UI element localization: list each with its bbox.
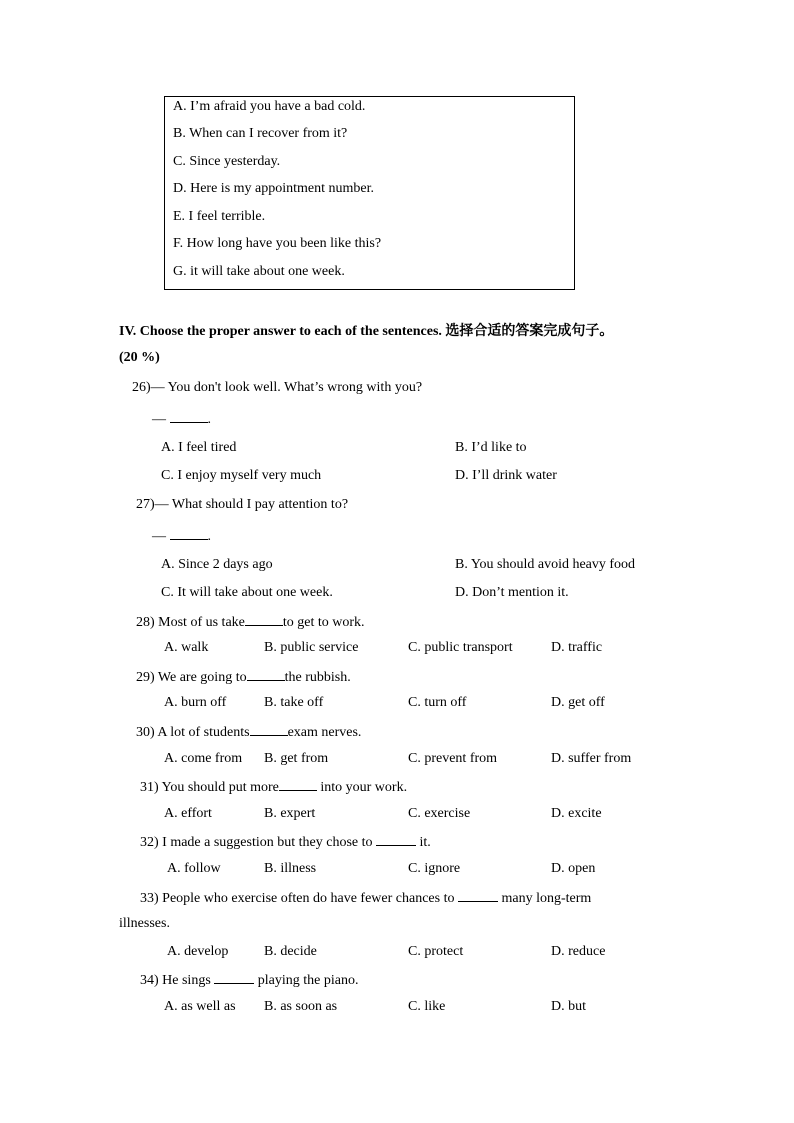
box-option: C. Since yesterday.	[173, 154, 281, 169]
option-d: D. open	[551, 861, 596, 876]
question-reply: — .	[152, 412, 211, 427]
question-stem: 26)— You don't look well. What’s wrong with you?	[132, 380, 423, 395]
option-a: A. come from	[164, 751, 243, 766]
question-stem: 28) Most of us take to get to work.	[136, 615, 365, 630]
box-option: E. I feel terrible.	[173, 209, 266, 224]
box-option: B. When can I recover from it?	[173, 126, 348, 141]
option-d: D. Don’t mention it.	[455, 585, 569, 600]
option-c: C. It will take about one week.	[161, 585, 333, 600]
box-option: G. it will take about one week.	[173, 264, 345, 279]
option-b: B. take off	[264, 695, 324, 710]
option-a: A. burn off	[164, 695, 227, 710]
option-a: A. walk	[164, 640, 209, 655]
answer-blank	[247, 668, 285, 681]
question-stem-wrap: illnesses.	[119, 916, 170, 931]
question-stem: 31) You should put more into your work.	[140, 780, 408, 795]
box-option: A. I’m afraid you have a bad cold.	[173, 99, 366, 114]
option-c: C. ignore	[408, 861, 461, 876]
answer-blank	[279, 778, 317, 791]
option-b: B. illness	[264, 861, 317, 876]
option-a: A. follow	[167, 861, 221, 876]
question-stem: 30) A lot of students exam nerves.	[136, 725, 362, 740]
section-score: (20 %)	[119, 350, 160, 365]
option-b: B. public service	[264, 640, 359, 655]
option-d: D. I’ll drink water	[455, 468, 557, 483]
option-c: C. prevent from	[408, 751, 498, 766]
answer-blank	[250, 723, 288, 736]
question-stem: 34) He sings playing the piano.	[140, 973, 359, 988]
answer-blank	[170, 410, 208, 423]
option-b: B. get from	[264, 751, 329, 766]
option-a: A. develop	[167, 944, 229, 959]
option-b: B. expert	[264, 806, 316, 821]
section-title: IV. Choose the proper answer to each of the sentences. 选择合适的答案完成句子。	[119, 324, 614, 339]
answer-blank	[458, 889, 498, 902]
option-d: D. but	[551, 999, 586, 1014]
option-a: A. effort	[164, 806, 212, 821]
option-b: B. I’d like to	[455, 440, 527, 455]
question-stem: 32) I made a suggestion but they chose to it.	[140, 835, 431, 850]
option-b: B. You should avoid heavy food	[455, 557, 636, 572]
option-d: D. suffer from	[551, 751, 632, 766]
option-a: A. as well as	[164, 999, 236, 1014]
option-c: C. protect	[408, 944, 464, 959]
answer-options-box	[164, 96, 575, 290]
option-a: A. Since 2 days ago	[161, 557, 273, 572]
option-d: D. excite	[551, 806, 602, 821]
question-reply: — .	[152, 529, 211, 544]
option-a: A. I feel tired	[161, 440, 237, 455]
option-c: C. like	[408, 999, 446, 1014]
answer-blank	[214, 971, 254, 984]
option-d: D. get off	[551, 695, 605, 710]
answer-blank	[245, 613, 283, 626]
question-stem: 27)— What should I pay attention to?	[136, 497, 349, 512]
answer-blank	[170, 527, 208, 540]
option-c: C. exercise	[408, 806, 471, 821]
option-b: B. decide	[264, 944, 317, 959]
box-option: D. Here is my appointment number.	[173, 181, 375, 196]
option-d: D. traffic	[551, 640, 603, 655]
option-c: C. turn off	[408, 695, 467, 710]
option-c: C. public transport	[408, 640, 513, 655]
answer-blank	[376, 833, 416, 846]
option-c: C. I enjoy myself very much	[161, 468, 322, 483]
question-stem: 33) People who exercise often do have fewer chances to many long-term	[140, 891, 592, 906]
option-b: B. as soon as	[264, 999, 338, 1014]
option-d: D. reduce	[551, 944, 606, 959]
box-option: F. How long have you been like this?	[173, 236, 382, 251]
question-stem: 29) We are going to the rubbish.	[136, 670, 351, 685]
